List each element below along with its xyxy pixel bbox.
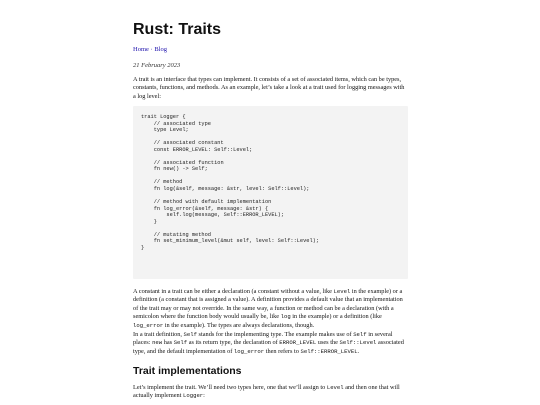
paragraph-text: has	[162, 339, 174, 347]
paragraph-text: stands for the implementing type. The example makes use of	[196, 331, 354, 338]
paragraph-text: A trait is an interface that types can implement. It consists of a set of associated items, which can be types, constants, functions, and methods. As an example, let’s take a look at a trait used for logging messages with a log level:	[133, 76, 405, 100]
paragraph-text: as its return type, the declaration of	[187, 339, 280, 347]
post-date: 21 February 2023	[133, 62, 181, 69]
inline-code: Self	[173, 339, 188, 347]
paragraph-text: in several places:	[133, 331, 393, 347]
code-block	[133, 106, 408, 279]
home-link[interactable]: Home	[133, 46, 149, 53]
paragraph-text: in the example) or a definition (a constant that is assigned a value). A definition provides a default value that an implementation of the trait may or may not override. In the same way, a function or method can be a declaration (with a semicolon where the function body would usually be, like	[133, 288, 403, 321]
code-block-text: trait Logger { // associated type type Level; // associated constant const ERROR_LEVEL: Self::Level; // associated function fn new() -> Self; // method fn log(&self, message: &str, level: Self::Level); // method with default implementation fn log_error(&self, message: &str) { self.log(message, Self::ERROR_LEVEL); } // mutating method fn set_minimum_level(&mut self, level: Self::Level); }	[141, 114, 320, 251]
paragraph-text: In a trait definition,	[133, 331, 184, 338]
section-heading: Trait implementations	[133, 365, 242, 377]
inline-code: Self	[353, 331, 367, 338]
inline-code: log_error	[133, 321, 164, 329]
nav-separator: ·	[148, 46, 155, 53]
paragraph-text: Let’s implement the trait. We’ll need two types here, one that we’ll assign to	[133, 384, 327, 391]
inline-code: Self::ERROR_LEVEL	[300, 347, 358, 355]
paragraph-text: A constant in a trait can be either a declaration (a constant without a value, like	[133, 288, 334, 295]
self-paragraph	[133, 331, 408, 356]
paragraph-text: in the example). The types are always declarations, though.	[163, 321, 315, 329]
inline-code: log	[280, 313, 291, 321]
breadcrumb	[133, 46, 167, 53]
declarations-paragraph	[133, 288, 408, 330]
inline-code: ERROR_LEVEL	[279, 339, 317, 347]
paragraph-text: :	[203, 392, 205, 400]
impl-paragraph	[133, 384, 408, 401]
paragraph-text: .	[357, 347, 360, 355]
inline-code: Self	[183, 331, 197, 338]
intro-paragraph	[133, 76, 408, 101]
blog-link[interactable]: Blog	[154, 46, 167, 53]
inline-code: Level	[326, 384, 344, 391]
paragraph-text: then refers to	[264, 347, 301, 355]
paragraph-text: associated type, and the default implementation of	[133, 339, 404, 355]
paragraph-text: uses the	[316, 339, 340, 347]
inline-code: Logger	[183, 392, 204, 400]
page-title: Rust: Traits	[133, 21, 222, 38]
inline-code: log_error	[233, 347, 265, 355]
inline-code: Self::Level	[339, 339, 377, 347]
paragraph-text: and then one that will actually implement	[133, 384, 400, 400]
inline-code: Level	[333, 288, 351, 295]
paragraph-text: in the example) or a definition (like	[290, 313, 382, 321]
inline-code: new	[152, 339, 163, 347]
